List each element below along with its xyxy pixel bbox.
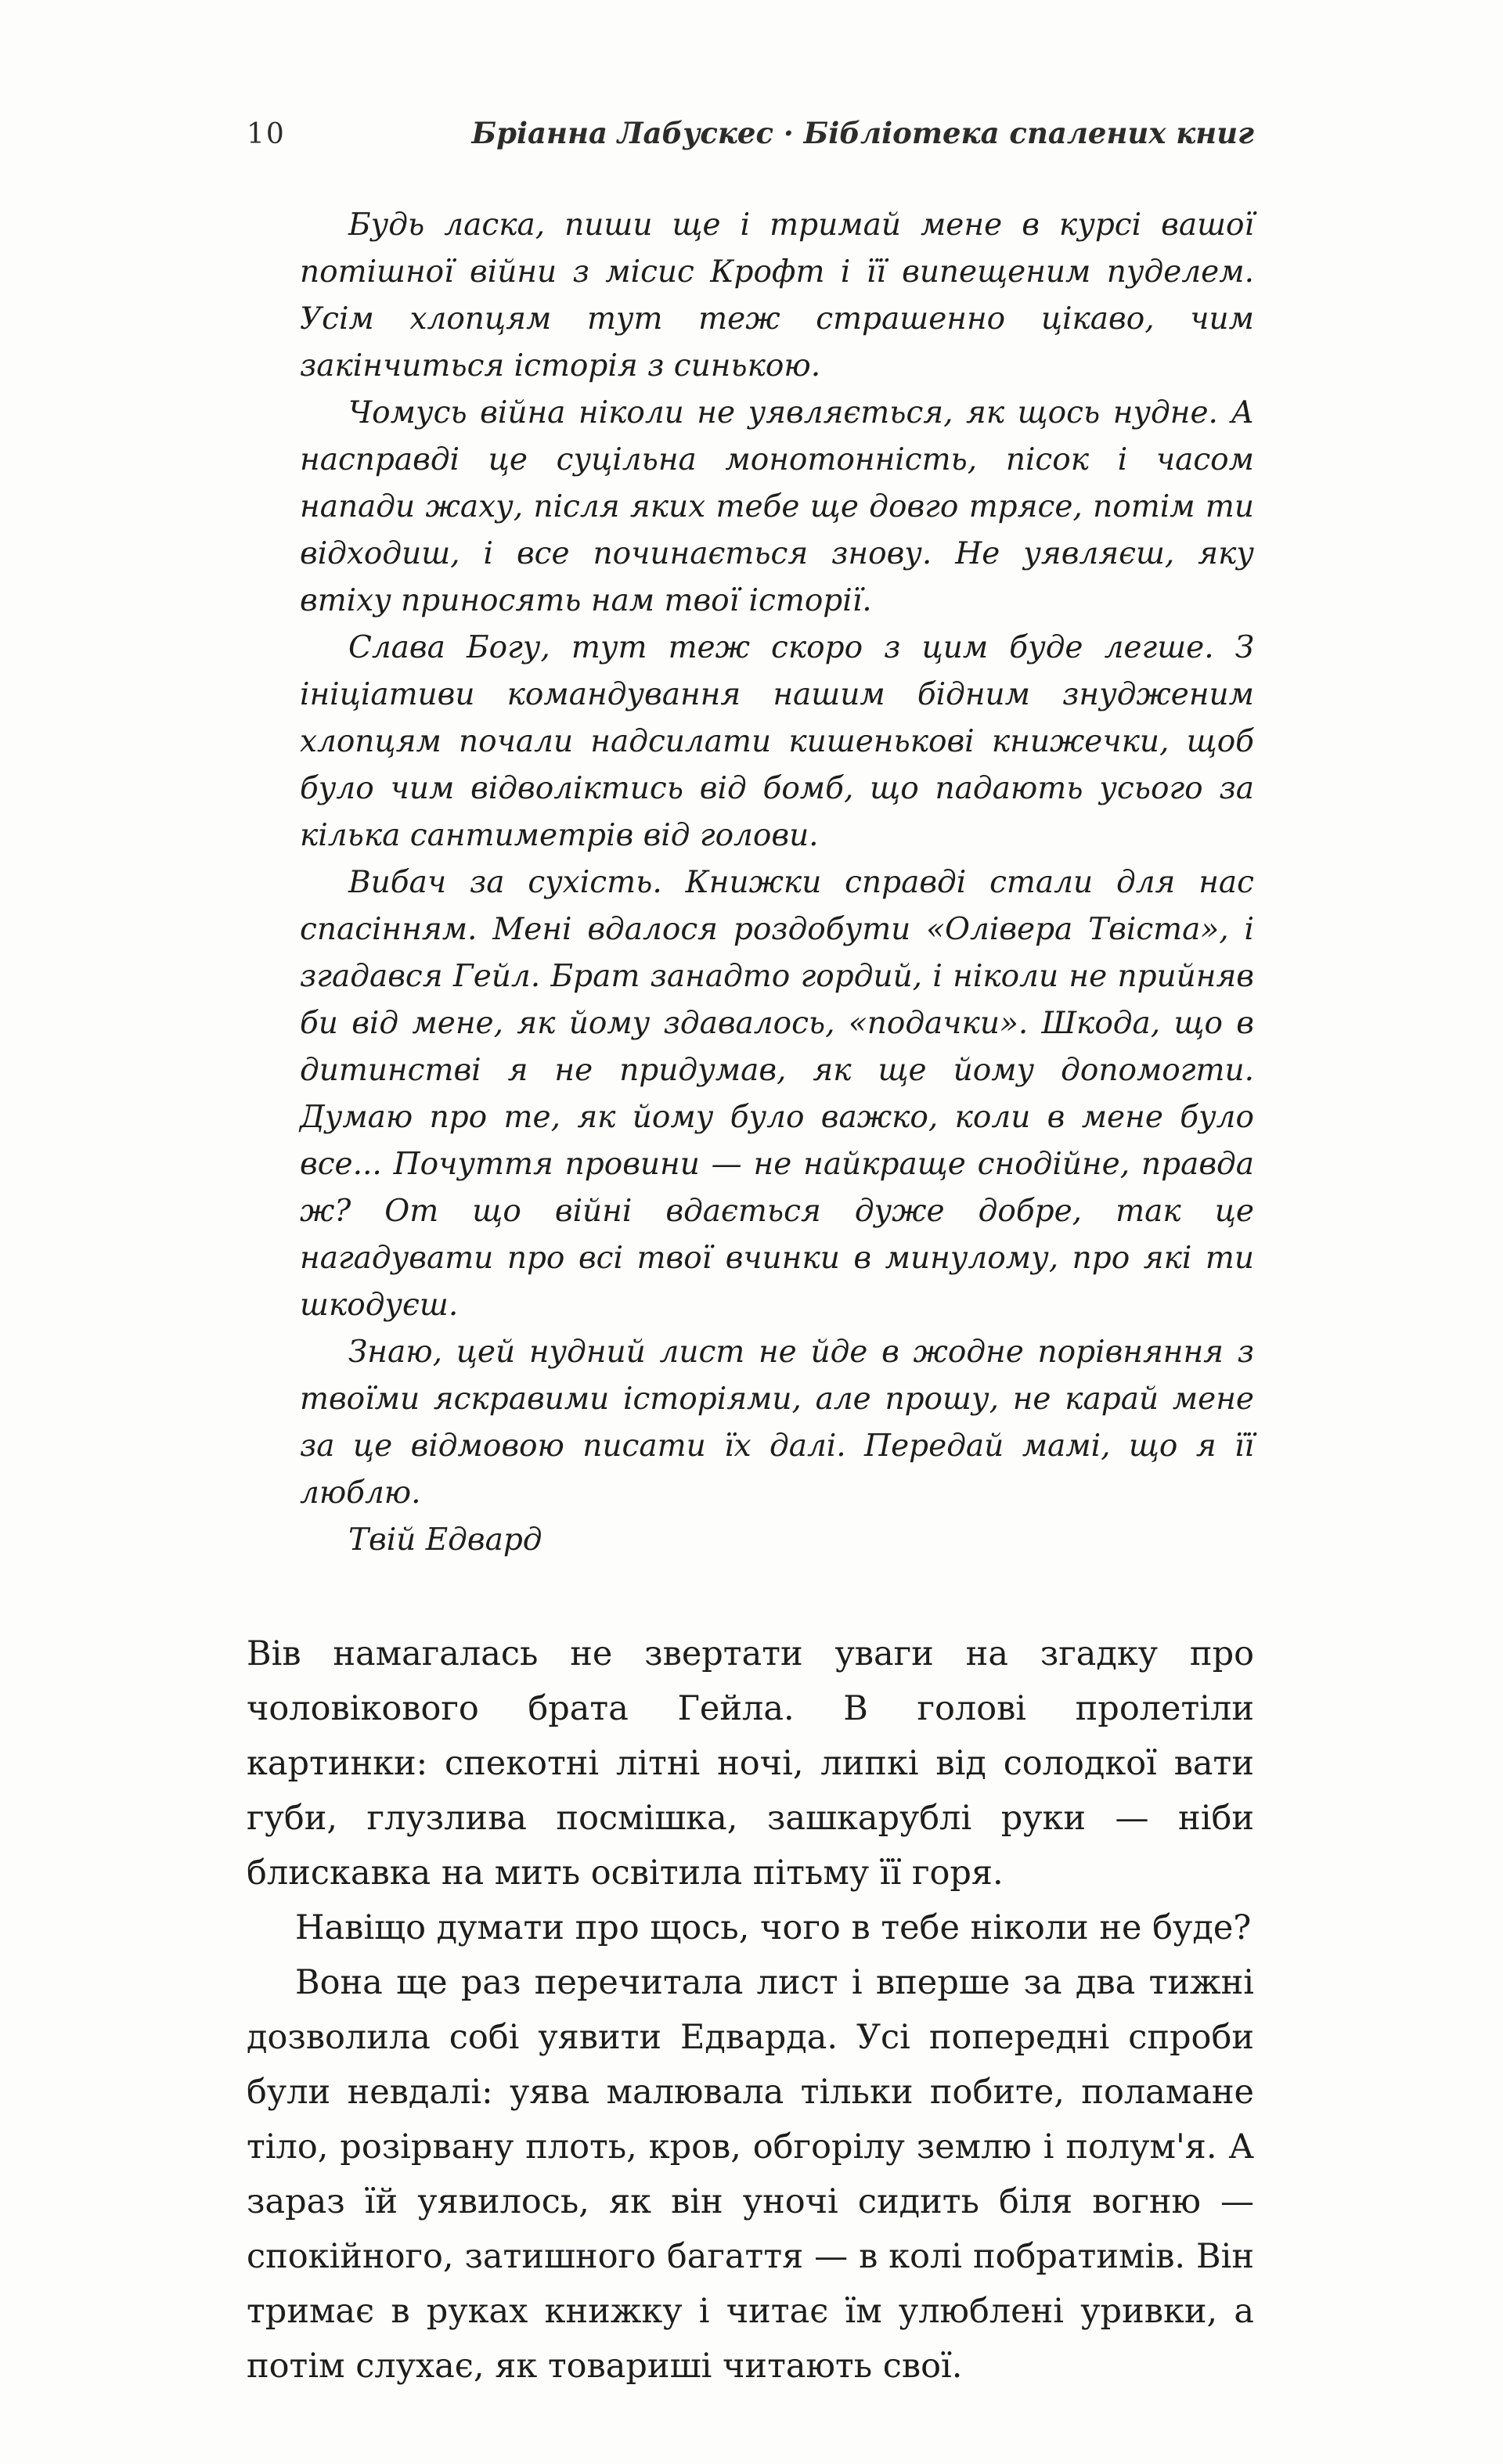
letter-signature: Твій Едвард	[348, 1522, 542, 1558]
letter-paragraph: Будь ласка, пиши ще і тримай мене в курсі вашої потішної війни з місис Крофт і її випещеним пуделем. Усім хлопцям тут теж страшенно цікаво, чим закінчиться історія з синькою.	[300, 207, 1254, 384]
letter-paragraph: Слава Богу, тут теж скоро з цим буде легше. З ініціативи командування нашим бідним знудженим хлопцям почали надсилати кишенькові книжечки, щоб було чим відволіктись від бомб, що падають усього за кілька сантиметрів від голови.	[300, 630, 1254, 853]
narrative-paragraph: Навіщо думати про щось, чого в тебе ніколи не буде?	[295, 1908, 1252, 1947]
letter-block	[300, 202, 1254, 1564]
narrative-paragraph: Вів намагалась не звертати уваги на згадку про чоловікового брата Гейла. В голові пролетіли картинки: спекотні літні ночі, липкі від солодкої вати губи, глузлива посмішка, зашкарублі руки — ніби блискавка на мить освітила пітьму її горя.	[247, 1634, 1254, 1893]
letter-paragraph: Знаю, цей нудний лист не йде в жодне порівняння з твоїми яскравими історіями, але прошу, не карай мене за це відмовою писати їх далі. Передай мамі, що я її люблю.	[300, 1335, 1254, 1511]
page-number: 10	[247, 118, 286, 150]
page-header	[247, 116, 1254, 150]
running-title: Бріанна Лабускес · Бібліотека спалених книг	[471, 116, 1254, 150]
narrative-paragraph: Вона ще раз перечитала лист і вперше за два тижні дозволила собі уявити Едварда. Усі попередні спроби були невдалі: уява малювала тільки побите, поламане тіло, розірвану плоть, кров, обгорілу землю і полум'я. А зараз їй уявилось, як він уночі сидить біля вогню — спокійного, затишного багаття — в колі побратимів. Він тримає в руках книжку і читає їм улюблені уривки, а потім слухає, як товариші читають свої.	[247, 1963, 1254, 2386]
letter-paragraph: Вибач за сухість. Книжки справді стали для нас спасінням. Мені вдалося роздобути «Олівера Твіста», і згадався Гейл. Брат занадто гордий, і ніколи не прийняв би від мене, як йому здавалось, «подачки». Шкода, що в дитинстві я не придумав, як ще йому допомогти. Думаю про те, як йому було важко, коли в мене було все... Почуття провини — не найкраще снодійне, правда ж? От що війні вдається дуже добре, так це нагадувати про всі твої вчинки в минулому, про які ти шкодуєш.	[300, 865, 1254, 1323]
narrative-block	[247, 1626, 1254, 2394]
letter-paragraph: Чомусь війна ніколи не уявляється, як щось нудне. А насправді це суцільна монотонність, пісок і часом напади жаху, після яких тебе ще довго трясе, потім ти відходиш, і все починається знову. Не уявляєш, яку втіху приносять нам твої історії.	[300, 395, 1254, 618]
